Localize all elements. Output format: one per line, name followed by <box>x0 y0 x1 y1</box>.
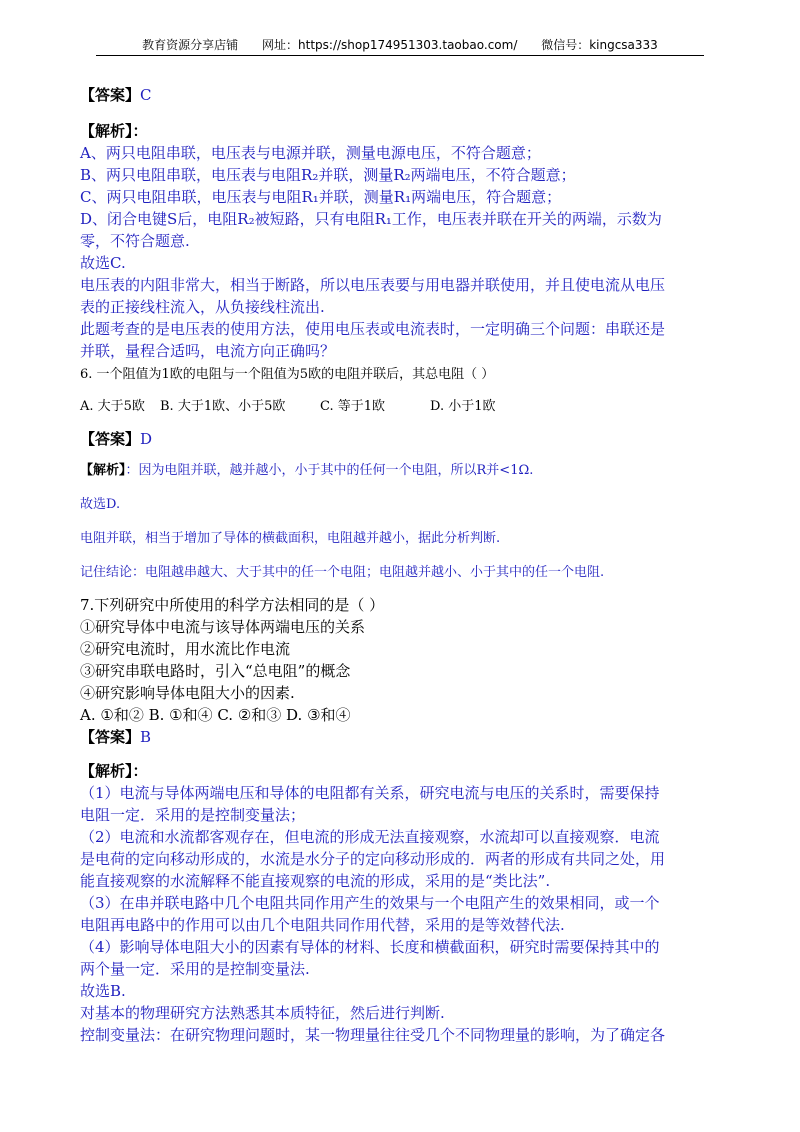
q6-line-4: 记住结论：电阻越串越大、大于其中的任一个电阻；电阻越并越小、小于其中的任一个电阻. <box>80 565 605 580</box>
q7-line-8: 两个量一定．采用的是控制变量法. <box>80 960 310 978</box>
q6-analysis <box>80 460 533 482</box>
q6-answer-value: D <box>140 430 153 448</box>
page-header <box>96 36 704 54</box>
q7-line-10: 对基本的物理研究方法熟悉其本质特征，然后进行判断. <box>80 1004 445 1022</box>
q5-answer-value: C <box>140 86 152 104</box>
header-shop: 教育资源分享店铺 <box>142 38 239 52</box>
q7-question: 7.下列研究中所使用的科学方法相同的是（ ） <box>80 596 385 614</box>
q7-answer <box>80 726 151 748</box>
header-wechat: 微信号：kingcsa333 <box>541 38 658 52</box>
q7-answer-value: B <box>140 728 152 746</box>
q5-analysis-label: 【解析】： <box>80 122 148 140</box>
q7-line-2: （2）电流和水流都客观存在，但电流的形成无法直接观察，水流却可以直接观察．电流 <box>80 828 660 846</box>
q7-item-3: ③研究串联电路时，引入“总电阻”的概念 <box>80 662 351 680</box>
q7-line-11: 控制变量法：在研究物理问题时，某一物理量往往受几个不同物理量的影响，为了确定各 <box>80 1026 666 1044</box>
q5-line-1: B、两只电阻串联，电压表与电阻R₂并联，测量R₂两端电压，不符合题意； <box>80 166 576 184</box>
q7-answer-label: 【答案】 <box>80 728 141 746</box>
q7-item-2: ②研究电流时，用水流比作电流 <box>80 640 291 658</box>
q5-line-0: A、两只电阻串联，电压表与电源并联，测量电源电压，不符合题意； <box>80 144 541 162</box>
header-url: 网址：https://shop174951303.taobao.com/ <box>262 38 518 52</box>
q6-analysis-label: 【解析】 <box>80 463 126 478</box>
q6-option-a: A. 大于5欧 <box>80 399 145 414</box>
q7-line-6: 电阻再电路中的作用可以由几个电阻共同作用代替，采用的是等效替代法. <box>80 916 565 934</box>
q5-line-5: 故选C. <box>80 254 126 272</box>
q5-answer-label: 【答案】 <box>80 86 141 104</box>
q6-options <box>80 396 496 418</box>
q7-line-1: 电阻一定．采用的是控制变量法； <box>80 806 306 824</box>
q7-line-3: 是电荷的定向移动形成的，水流是水分子的定向移动形成的．两者的形成有共同之处，用 <box>80 850 666 868</box>
q5-line-3: D、闭合电键S后，电阻R₂被短路，只有电阻R₁工作，电压表并联在开关的两端，示数为 <box>80 210 662 228</box>
q6-option-b: B. 大于1欧、小于5欧 <box>160 399 286 414</box>
q6-answer-label: 【答案】 <box>80 430 141 448</box>
q7-line-7: （4）影响导体电阻大小的因素有导体的材料、长度和横截面积，研究时需要保持其中的 <box>80 938 660 956</box>
q7-line-0: （1）电流与导体两端电压和导体的电阻都有关系，研究电流与电压的关系时，需要保持 <box>80 784 660 802</box>
q5-line-8: 此题考查的是电压表的使用方法，使用电压表或电流表时，一定明确三个问题：串联还是 <box>80 320 666 338</box>
q7-line-9: 故选B. <box>80 982 126 1000</box>
q6-line-3: 电阻并联，相当于增加了导体的横截面积，电阻越并越小，据此分析判断. <box>80 531 501 546</box>
header-divider <box>96 55 704 56</box>
q7-analysis-label: 【解析】： <box>80 762 148 780</box>
q5-line-6: 电压表的内阻非常大，相当于断路，所以电压表要与用电器并联使用，并且使电流从电压 <box>80 276 666 294</box>
q7-line-5: （3）在串并联电路中几个电阻共同作用产生的效果与一个电阻产生的效果相同，或一个 <box>80 894 660 912</box>
q5-line-2: C、两只电阻串联，电压表与电阻R₁并联，测量R₁两端电压，符合题意； <box>80 188 562 206</box>
q6-line-2: 故选D. <box>80 497 121 512</box>
q6-question: 6. 一个阻值为1欧的电阻与一个阻值为5欧的电阻并联后，其总电阻（ ） <box>80 367 495 382</box>
q5-line-4: 零，不符合题意. <box>80 232 190 250</box>
q5-line-9: 并联，量程合适吗，电流方向正确吗？ <box>80 342 336 360</box>
q6-option-c: C. 等于1欧 <box>320 399 386 414</box>
q7-item-4: ④研究影响导体电阻大小的因素. <box>80 684 295 702</box>
q7-options: A. ①和② B. ①和④ C. ②和③ D. ③和④ <box>80 706 351 724</box>
q5-answer <box>80 84 152 106</box>
q7-line-4: 能直接观察的水流解释不能直接观察的电流的形成，采用的是“类比法”. <box>80 872 551 890</box>
q5-line-7: 表的正接线柱流入，从负接线柱流出. <box>80 298 325 316</box>
q6-answer <box>80 428 152 450</box>
q6-analysis-text: ：因为电阻并联，越并越小，小于其中的任何一个电阻，所以R并<1Ω. <box>125 463 534 478</box>
q7-item-1: ①研究导体中电流与该导体两端电压的关系 <box>80 618 366 636</box>
q6-option-d: D. 小于1欧 <box>430 399 496 414</box>
